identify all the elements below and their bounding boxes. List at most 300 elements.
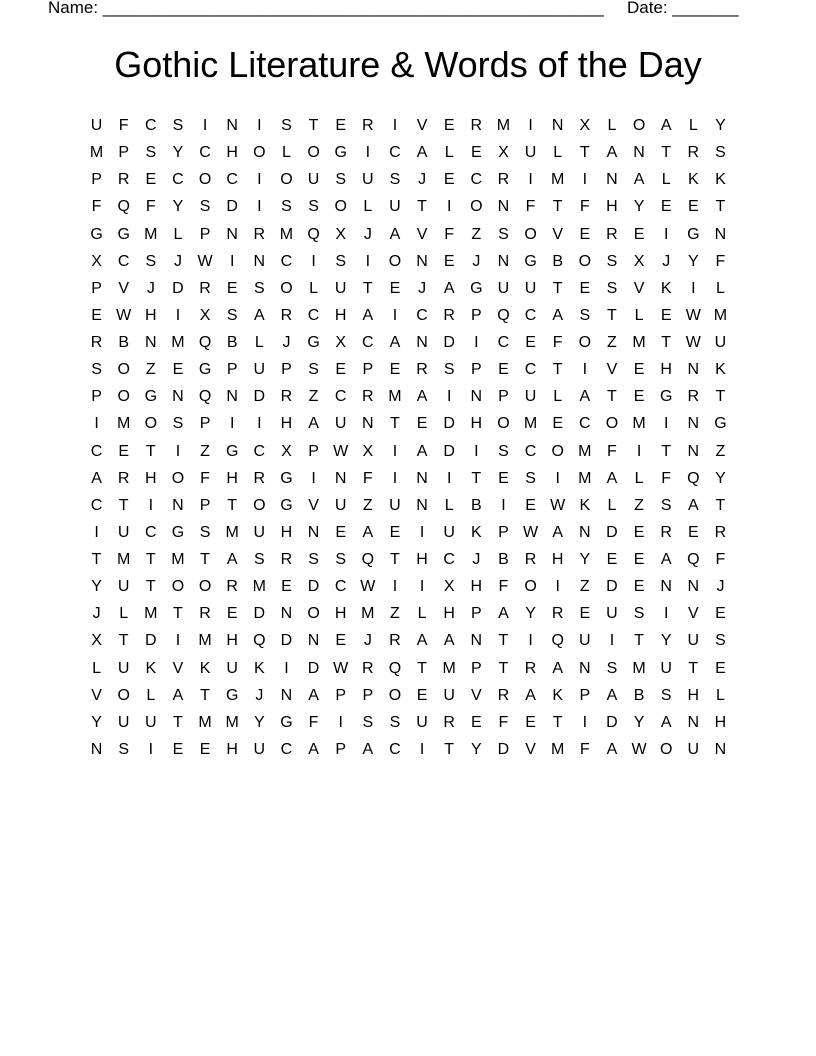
grid-letter: Y	[172, 198, 184, 216]
grid-letter: T	[444, 740, 455, 758]
grid-letter: T	[661, 442, 672, 460]
grid-letter: R	[443, 306, 455, 324]
grid-letter: E	[416, 686, 428, 704]
grid-letter: C	[145, 523, 157, 541]
grid-letter: G	[144, 388, 158, 406]
grid-letter: U	[253, 523, 266, 541]
grid-letter: F	[91, 198, 102, 216]
grid-letter: N	[362, 415, 374, 433]
grid-letter: C	[90, 442, 103, 460]
grid-letter: O	[632, 117, 646, 134]
grid-letter: F	[118, 117, 129, 134]
grid-letter: E	[416, 415, 428, 433]
grid-letter: V	[525, 740, 536, 758]
grid-letter: V	[687, 605, 699, 623]
grid-letter: Z	[607, 334, 617, 351]
grid-letter: E	[470, 713, 482, 731]
grid-letter: C	[199, 144, 211, 162]
grid-letter: A	[91, 469, 102, 487]
grid-letter: G	[280, 713, 293, 731]
grid-letter: W	[631, 740, 647, 758]
grid-letter: P	[118, 144, 130, 162]
grid-letter: I	[94, 523, 99, 541]
grid-letter: I	[365, 252, 371, 270]
grid-letter: O	[117, 388, 130, 406]
grid-letter: A	[552, 659, 564, 677]
grid-letter: K	[199, 659, 211, 677]
grid-letter: F	[525, 198, 536, 216]
grid-letter: U	[145, 713, 157, 731]
grid-letter: M	[171, 334, 185, 351]
grid-letter: P	[362, 686, 374, 704]
grid-letter: N	[714, 740, 727, 758]
grid-letter: S	[172, 117, 184, 134]
grid-letter: I	[528, 117, 533, 134]
grid-letter: X	[443, 578, 455, 596]
grid-letter: S	[389, 171, 401, 189]
grid-letter: T	[552, 198, 563, 216]
grid-letter: V	[118, 279, 130, 297]
grid-letter: B	[633, 686, 645, 704]
grid-letter: T	[145, 551, 156, 568]
grid-letter: O	[198, 578, 212, 596]
grid-letter: X	[281, 442, 292, 460]
grid-letter: O	[307, 605, 320, 623]
grid-letter: U	[362, 171, 374, 189]
grid-letter: M	[252, 578, 266, 596]
grid-letter: S	[660, 686, 672, 704]
grid-letter: T	[417, 659, 427, 677]
grid-letter: I	[257, 117, 262, 134]
grid-letter: O	[578, 252, 592, 270]
grid-letter: U	[117, 578, 130, 596]
grid-letter: Q	[551, 632, 564, 650]
grid-letter: W	[685, 306, 701, 324]
grid-letter: L	[444, 144, 454, 162]
grid-letter: S	[172, 415, 184, 433]
word-search-grid	[83, 112, 734, 763]
grid-letter: U	[687, 632, 700, 650]
grid-letter: U	[334, 279, 347, 297]
grid-letter: Z	[362, 496, 373, 514]
grid-letter: N	[334, 469, 347, 487]
grid-letter: G	[90, 225, 103, 243]
grid-letter: S	[199, 198, 211, 216]
grid-letter: P	[470, 605, 482, 623]
grid-letter: U	[389, 496, 401, 514]
grid-letter: M	[198, 713, 212, 731]
grid-letter: O	[470, 198, 483, 216]
grid-letter: G	[334, 144, 347, 162]
grid-letter: I	[501, 496, 506, 514]
grid-letter: I	[257, 415, 262, 433]
grid-letter: V	[552, 225, 564, 243]
grid-letter: P	[308, 442, 319, 460]
grid-letter: R	[280, 551, 293, 568]
grid-letter: Q	[361, 551, 375, 568]
grid-letter: S	[498, 442, 509, 460]
grid-letter: I	[392, 578, 398, 596]
grid-letter: U	[253, 740, 266, 758]
grid-letter: R	[253, 469, 266, 487]
grid-letter: A	[308, 740, 319, 758]
grid-letter: P	[470, 361, 482, 379]
grid-letter: E	[660, 198, 672, 216]
grid-letter: T	[634, 632, 644, 650]
grid-letter: R	[606, 225, 618, 243]
grid-letter: S	[389, 713, 401, 731]
grid-letter: S	[335, 252, 347, 270]
grid-letter: W	[197, 252, 213, 270]
grid-letter: A	[389, 334, 401, 351]
grid-letter: J	[472, 252, 481, 270]
grid-letter: O	[280, 279, 293, 297]
grid-letter: M	[171, 551, 185, 568]
grid-letter: A	[362, 740, 374, 758]
grid-letter: I	[229, 252, 235, 270]
grid-letter: S	[281, 198, 292, 216]
grid-letter: H	[443, 605, 455, 623]
grid-letter: E	[335, 117, 347, 134]
grid-letter: S	[498, 225, 509, 243]
grid-letter: F	[661, 469, 672, 487]
grid-letter: X	[498, 144, 509, 162]
grid-letter: I	[419, 578, 425, 596]
grid-letter: M	[388, 388, 402, 406]
grid-letter: G	[659, 388, 673, 406]
grid-letter: X	[91, 252, 102, 270]
grid-letter: S	[715, 144, 726, 162]
grid-letter: F	[308, 713, 319, 731]
grid-letter: F	[200, 469, 210, 487]
grid-letter: I	[284, 659, 289, 677]
grid-letter: F	[498, 578, 509, 596]
grid-letter: T	[471, 469, 482, 487]
grid-letter: W	[360, 578, 376, 596]
grid-letter: A	[443, 632, 455, 650]
grid-letter: Y	[633, 713, 645, 731]
grid-letter: A	[253, 306, 265, 324]
grid-letter: A	[660, 713, 672, 731]
grid-letter: R	[199, 279, 211, 297]
grid-letter: U	[334, 496, 347, 514]
grid-letter: E	[579, 279, 591, 297]
grid-letter: N	[633, 144, 645, 162]
grid-letter: N	[253, 252, 266, 270]
name-field[interactable]: Name: _____________________________________________________	[48, 0, 604, 17]
grid-letter: M	[551, 740, 565, 758]
grid-letter: G	[225, 686, 239, 704]
grid-letter: R	[226, 578, 238, 596]
grid-letter: M	[551, 171, 565, 189]
grid-letter: N	[579, 523, 591, 541]
grid-letter: V	[308, 496, 319, 514]
grid-letter: C	[253, 442, 266, 460]
grid-letter: L	[309, 279, 319, 297]
grid-letter: Q	[117, 198, 130, 216]
grid-letter: U	[524, 388, 537, 406]
grid-letter: N	[307, 523, 320, 541]
grid-letter: H	[714, 713, 727, 731]
grid-letter: C	[145, 117, 157, 134]
grid-letter: J	[716, 578, 725, 596]
grid-letter: E	[715, 605, 726, 623]
grid-letter: Y	[172, 144, 184, 162]
grid-letter: I	[555, 469, 560, 487]
grid-letter: P	[579, 686, 591, 704]
grid-letter: E	[633, 388, 645, 406]
grid-letter: E	[335, 361, 347, 379]
grid-letter: A	[389, 225, 401, 243]
grid-letter: M	[117, 551, 131, 568]
grid-letter: M	[632, 334, 646, 351]
grid-letter: R	[524, 659, 537, 677]
grid-letter: E	[91, 306, 102, 324]
grid-letter: G	[687, 225, 700, 243]
grid-letter: R	[389, 632, 401, 650]
grid-letter: S	[335, 551, 347, 568]
grid-letter: P	[498, 523, 509, 541]
grid-letter: I	[691, 279, 696, 297]
grid-letter: K	[579, 496, 591, 514]
grid-letter: T	[173, 713, 183, 731]
grid-letter: R	[280, 306, 293, 324]
grid-letter: A	[226, 551, 238, 568]
grid-letter: T	[498, 659, 509, 677]
grid-letter: O	[334, 198, 347, 216]
grid-letter: I	[392, 469, 398, 487]
grid-letter: T	[579, 144, 590, 162]
grid-letter: U	[117, 659, 130, 677]
grid-letter: A	[606, 144, 618, 162]
grid-letter: U	[226, 659, 238, 677]
grid-letter: U	[660, 659, 672, 677]
grid-letter: Y	[470, 740, 482, 758]
grid-letter: R	[199, 605, 211, 623]
grid-letter: S	[443, 361, 455, 379]
grid-letter: F	[715, 551, 726, 568]
grid-letter: X	[633, 252, 645, 270]
grid-letter: O	[198, 171, 212, 189]
grid-letter: N	[714, 225, 727, 243]
grid-letter: H	[145, 469, 157, 487]
grid-letter: U	[389, 198, 401, 216]
grid-letter: I	[175, 632, 181, 650]
grid-letter: L	[281, 144, 291, 162]
grid-letter: S	[633, 605, 645, 623]
grid-letter: K	[715, 361, 726, 379]
grid-letter: O	[144, 415, 158, 433]
grid-letter: E	[443, 171, 455, 189]
grid-letter: T	[390, 551, 400, 568]
grid-letter: Z	[200, 442, 210, 460]
grid-letter: H	[145, 306, 157, 324]
grid-letter: N	[497, 198, 510, 216]
grid-letter: S	[606, 659, 618, 677]
grid-letter: E	[525, 334, 536, 351]
grid-letter: G	[225, 442, 239, 460]
grid-letter: T	[145, 578, 156, 596]
grid-letter: D	[307, 659, 320, 677]
grid-letter: N	[280, 605, 293, 623]
grid-letter: H	[470, 415, 483, 433]
grid-letter: O	[524, 225, 537, 243]
grid-letter: F	[579, 198, 590, 216]
grid-letter: W	[685, 334, 701, 351]
grid-letter: S	[226, 306, 238, 324]
grid-letter: G	[280, 496, 293, 514]
grid-letter: L	[634, 469, 644, 487]
grid-letter: I	[528, 171, 533, 189]
grid-letter: H	[280, 523, 293, 541]
grid-letter: E	[687, 523, 699, 541]
grid-letter: T	[145, 442, 156, 460]
grid-letter: L	[417, 605, 427, 623]
grid-letter: L	[553, 144, 563, 162]
grid-letter: I	[446, 469, 452, 487]
grid-letter: N	[606, 171, 618, 189]
grid-letter: I	[392, 117, 398, 134]
grid-letter: I	[338, 713, 343, 731]
grid-letter: C	[172, 171, 184, 189]
grid-letter: A	[416, 442, 428, 460]
grid-letter: Y	[253, 713, 265, 731]
grid-letter: E	[606, 551, 618, 568]
grid-letter: T	[118, 496, 129, 514]
grid-letter: E	[389, 523, 401, 541]
grid-letter: T	[661, 334, 672, 351]
grid-letter: T	[552, 361, 563, 379]
grid-letter: N	[687, 578, 700, 596]
grid-letter: Y	[715, 117, 726, 134]
grid-letter: P	[498, 388, 509, 406]
grid-letter: N	[470, 388, 483, 406]
grid-letter: P	[199, 415, 211, 433]
grid-letter: D	[253, 388, 266, 406]
grid-letter: E	[172, 361, 184, 379]
grid-letter: E	[660, 306, 672, 324]
grid-letter: C	[524, 306, 537, 324]
grid-letter: S	[199, 523, 211, 541]
grid-letter: E	[715, 659, 726, 677]
grid-letter: B	[118, 334, 130, 351]
grid-letter: U	[579, 632, 591, 650]
grid-letter: F	[145, 198, 156, 216]
grid-letter: Z	[715, 442, 726, 460]
grid-letter: N	[497, 252, 510, 270]
grid-letter: T	[661, 144, 672, 162]
grid-letter: A	[416, 144, 428, 162]
grid-letter: D	[253, 605, 266, 623]
grid-letter: I	[419, 740, 425, 758]
grid-letter: N	[470, 632, 483, 650]
grid-letter: S	[335, 171, 347, 189]
grid-letter: M	[523, 415, 538, 433]
grid-letter: S	[253, 551, 265, 568]
grid-letter: E	[226, 605, 238, 623]
grid-letter: T	[552, 279, 563, 297]
grid-letter: M	[361, 605, 375, 623]
grid-letter: V	[470, 686, 482, 704]
grid-letter: K	[552, 686, 564, 704]
grid-letter: A	[308, 686, 319, 704]
grid-letter: J	[173, 252, 182, 270]
grid-letter: R	[470, 117, 483, 134]
grid-letter: E	[633, 523, 645, 541]
grid-letter: M	[632, 659, 646, 677]
grid-letter: K	[660, 279, 672, 297]
grid-letter: X	[335, 334, 347, 351]
grid-letter: U	[443, 523, 455, 541]
grid-letter: G	[470, 279, 483, 297]
grid-letter: I	[392, 442, 398, 460]
grid-letter: H	[334, 605, 347, 623]
grid-letter: G	[524, 252, 537, 270]
grid-letter: E	[633, 225, 645, 243]
grid-letter: C	[470, 171, 483, 189]
grid-letter: N	[687, 415, 700, 433]
grid-letter: Q	[388, 659, 402, 677]
date-field[interactable]: Date: _______	[627, 0, 739, 17]
grid-letter: J	[92, 605, 101, 623]
grid-letter: H	[470, 578, 483, 596]
grid-letter: E	[687, 198, 699, 216]
grid-letter: A	[660, 551, 672, 568]
grid-letter: V	[416, 225, 428, 243]
grid-letter: I	[419, 523, 425, 541]
grid-letter: Z	[308, 388, 319, 406]
grid-letter: A	[552, 523, 564, 541]
grid-letter: S	[579, 306, 591, 324]
grid-letter: E	[633, 578, 645, 596]
grid-letter: E	[335, 632, 347, 650]
grid-letter: E	[443, 252, 455, 270]
grid-letter: N	[687, 442, 700, 460]
grid-letter: W	[333, 442, 349, 460]
grid-letter: T	[173, 605, 183, 623]
grid-letter: I	[446, 388, 452, 406]
grid-letter: U	[117, 523, 130, 541]
grid-letter: P	[91, 279, 102, 297]
grid-letter: M	[89, 144, 104, 162]
grid-letter: U	[606, 605, 618, 623]
grid-letter: P	[362, 361, 374, 379]
grid-letter: Y	[633, 198, 645, 216]
grid-letter: R	[497, 171, 510, 189]
grid-letter: M	[144, 225, 158, 243]
grid-letter: C	[524, 442, 537, 460]
grid-letter: F	[498, 713, 509, 731]
grid-letter: O	[117, 686, 130, 704]
grid-letter: S	[606, 252, 618, 270]
grid-letter: A	[362, 306, 374, 324]
grid-letter: R	[117, 469, 130, 487]
grid-letter: H	[551, 551, 564, 568]
grid-letter: O	[253, 496, 266, 514]
grid-letter: C	[497, 334, 510, 351]
grid-letter: N	[307, 632, 320, 650]
grid-letter: O	[171, 578, 185, 596]
grid-letter: M	[632, 415, 646, 433]
grid-letter: K	[253, 659, 265, 677]
grid-letter: J	[146, 279, 155, 297]
grid-letter: G	[198, 361, 212, 379]
grid-letter: N	[226, 388, 238, 406]
grid-letter: A	[579, 388, 591, 406]
grid-letter: N	[687, 713, 700, 731]
grid-letter: A	[308, 415, 319, 433]
grid-letter: R	[90, 334, 103, 351]
